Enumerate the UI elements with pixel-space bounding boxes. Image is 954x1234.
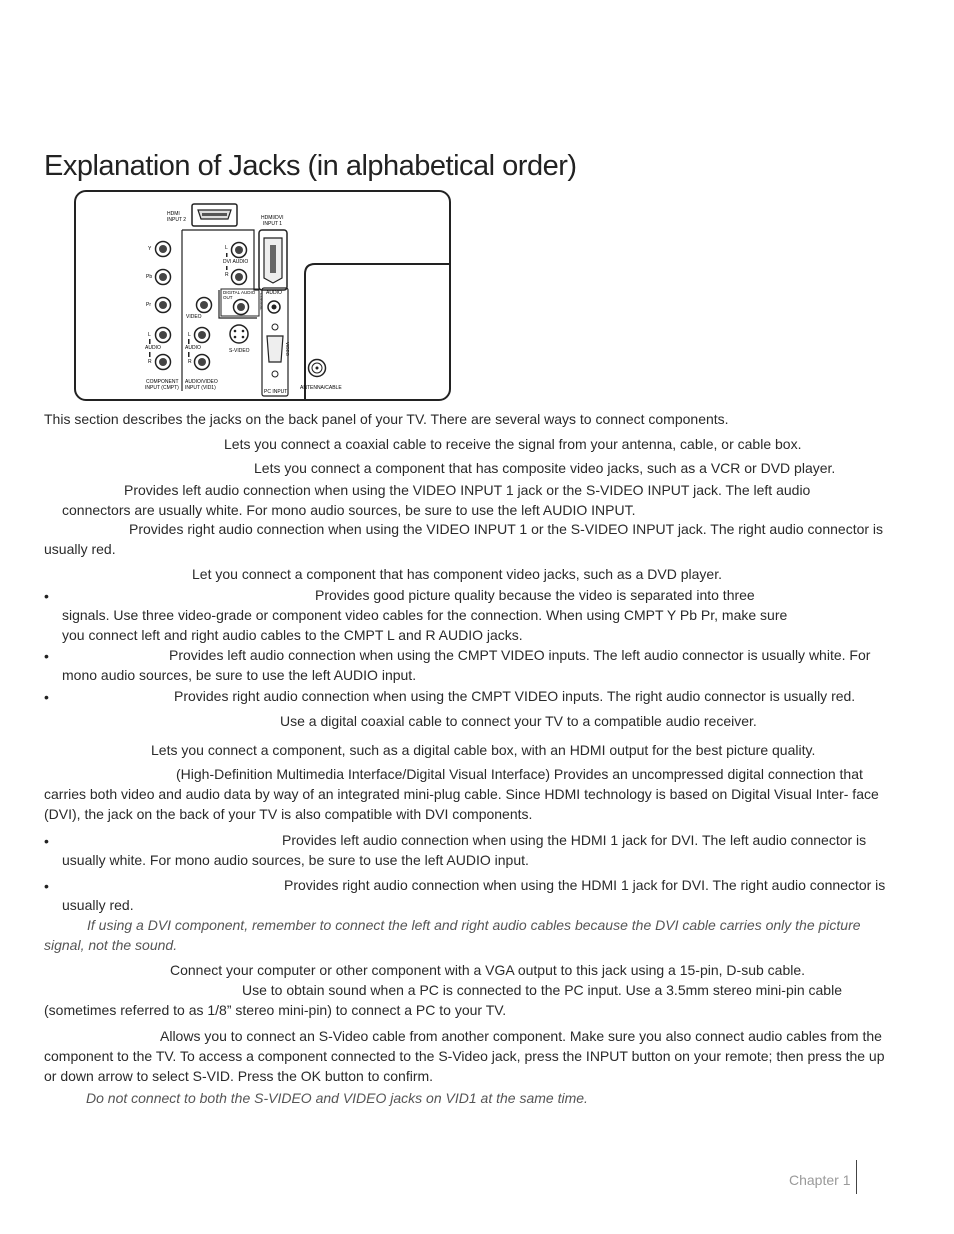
av-right-description: Provides right audio connection when using the VIDEO INPUT 1 or the S-VIDEO INPUT jack. The right audio connector is usually red. xyxy=(44,521,884,557)
av-input-label: AUDIO/VIDEO xyxy=(185,379,218,385)
bullet: • xyxy=(44,588,49,604)
cmpt-right-description: Provides right audio connection when using the CMPT VIDEO inputs. The right audio connector is usually red. xyxy=(174,688,856,704)
svg-text:AUDIO: AUDIO xyxy=(185,345,201,351)
svg-text:INPUT (VID1): INPUT (VID1) xyxy=(185,385,216,391)
bullet: • xyxy=(44,689,49,705)
intro-paragraph: This section describes the jacks on the back panel of your TV. There are several ways to connect components. xyxy=(44,411,729,427)
svg-text:AUDIO: AUDIO xyxy=(145,345,161,351)
svg-text:L: L xyxy=(148,332,151,338)
svg-text:R: R xyxy=(188,359,192,365)
antenna-description: Lets you connect a coaxial cable to receive the signal from your antenna, cable, or cable box. xyxy=(224,436,802,452)
pc-audio-description: Use to obtain sound when a PC is connected to the PC input. Use a 3.5mm stereo mini-pin cable (sometimes referred to as 1/8” stereo mini-pin) to connect a PC to your TV. xyxy=(44,982,842,1018)
dvi-left-description: Provides left audio connection when using the HDMI 1 jack for DVI. The left audio connector is usually white. For mono audio sources, be sure to use the left AUDIO input. xyxy=(62,832,867,868)
svg-text:INPUT 2: INPUT 2 xyxy=(167,217,187,223)
svg-text:INPUT (CMPT): INPUT (CMPT) xyxy=(145,385,179,391)
bullet: • xyxy=(44,833,49,849)
svg-text:Pr: Pr xyxy=(146,302,151,308)
back-panel-diagram xyxy=(74,190,452,402)
bullet: • xyxy=(44,648,49,664)
av-left-description: Provides left audio connection when using the VIDEO INPUT 1 jack or the S-VIDEO INPUT jack. The left audio connectors are usually white. For mono audio sources, be sure to use the left AUDIO INPUT. xyxy=(62,482,811,518)
svg-text:VIDEO: VIDEO xyxy=(186,314,202,320)
dvi-audio-label: DVI AUDIO xyxy=(223,259,249,265)
hdmi2-description: Lets you connect a component, such as a digital cable box, with an HDMI output for the best picture quality. xyxy=(151,742,816,758)
hdmi1-description: (High-Definition Multimedia Interface/Digital Visual Interface) Provides an uncompressed digital connection that carries both video and audio data by way of an integrated mini-plug cable. Since HDMI technology is based on Digital Visual Inter- face (DVI), the jack on the back of your TV is also compatible with DVI components. xyxy=(44,766,879,822)
svg-text:S-VIDEO: S-VIDEO xyxy=(229,348,250,354)
dvi-note: If using a DVI component, remember to connect the left and right audio cables because the DVI cable carries only the picture signal, not the sound. xyxy=(44,917,861,953)
svg-text:INPUT 1: INPUT 1 xyxy=(263,221,283,227)
svg-text:L: L xyxy=(225,245,228,251)
pc-audio-label: AUDIO xyxy=(266,290,282,296)
dvi-right-description: Provides right audio connection when using the HDMI 1 jack for DVI. The right audio connector is usually red. xyxy=(62,877,886,913)
svg-text:Pb: Pb xyxy=(146,274,153,280)
component-input-label: COMPONENT xyxy=(146,379,179,385)
pc-input-label: PC INPUT xyxy=(264,389,288,395)
hdmi1-label: HDMI/DVI xyxy=(261,215,284,221)
svg-text:VIDEO: VIDEO xyxy=(285,342,290,357)
footer-chapter: Chapter 1 xyxy=(789,1172,851,1188)
svg-text:R: R xyxy=(225,272,229,278)
pc-input-jack xyxy=(267,336,283,362)
pc-input-description: Connect your computer or other component with a VGA output to this jack using a 15-pin, D-sub cable. xyxy=(170,962,806,978)
svg-text:COAXIAL: COAXIAL xyxy=(259,293,264,311)
av-jacks xyxy=(195,298,212,370)
digital-audio-label: DIGITAL AUDIO xyxy=(223,290,256,295)
antenna-label: ANTENNA/CABLE xyxy=(300,385,342,391)
digital-audio-description: Use a digital coaxial cable to connect your TV to a compatible audio receiver. xyxy=(280,713,757,729)
cmpt-left-description: Provides left audio connection when using the CMPT VIDEO inputs. The left audio connector is usually white. For mono audio sources, be sure to use the left AUDIO input. xyxy=(62,647,871,683)
svideo-jack xyxy=(230,325,248,343)
page-title: Explanation of Jacks (in alphabetical order) xyxy=(44,150,577,182)
av-description: Lets you connect a component that has composite video jacks, such as a VCR or DVD player. xyxy=(254,460,836,476)
footer-divider xyxy=(856,1160,857,1194)
cmpt-description: Let you connect a component that has component video jacks, such as a DVD player. xyxy=(192,566,722,582)
svg-text:R: R xyxy=(148,359,152,365)
bullet: • xyxy=(44,878,49,894)
hdmi2-label: HDMI xyxy=(167,211,180,217)
svg-text:L: L xyxy=(188,332,191,338)
svg-text:Y: Y xyxy=(148,246,152,252)
svideo-description: Allows you to connect an S-Video cable from another component. Make sure you also connect audio cables from the component to the TV. To access a component connected to the S-Video jack, press the INPUT button on your remote; then press the up or down arrow to select S-VID. Press the OK button to confirm. xyxy=(44,1028,885,1084)
svg-text:OUT: OUT xyxy=(223,295,233,300)
svideo-note: Do not connect to both the S-VIDEO and VIDEO jacks on VID1 at the same time. xyxy=(86,1090,588,1106)
cmpt-video-description: Provides good picture quality because the video is separated into three signals. Use three video-grade or component video cables for the connection. When using CMPT Y Pb Pr, make sure you connect left and right audio cables to the CMPT L and R AUDIO jacks. xyxy=(62,587,788,643)
